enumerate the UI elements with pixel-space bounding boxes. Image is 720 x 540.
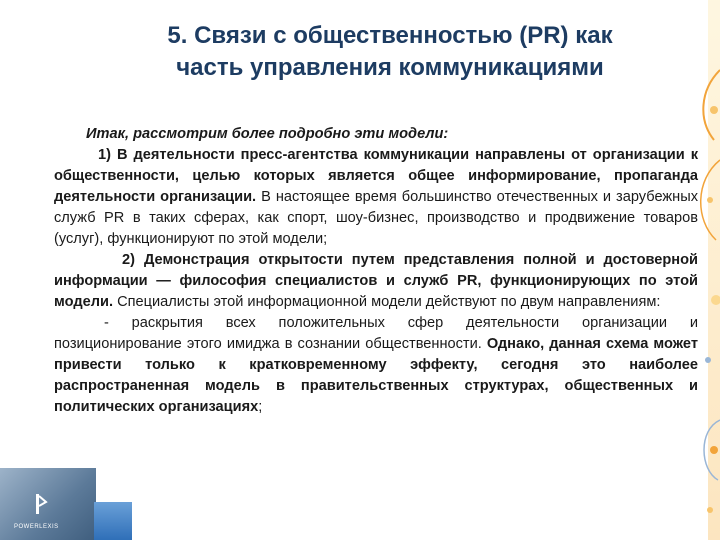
paragraph-2-rest: Специалисты этой информационной модели действуют по двум направлениям: <box>113 294 661 310</box>
paragraph-1 <box>54 145 698 250</box>
paragraph-1-bold: 1) В деятельности пресс-агентства коммуникации направлены от организации к общественности, целью которых является общее информирование, пропаганда деятельности организации. <box>54 147 698 205</box>
logo-icon <box>30 492 48 518</box>
paragraph-3-normal: - раскрытия всех положительных сфер деятельности организации и позиционирование этого имиджа в сознании общественности. <box>54 315 698 352</box>
slide-title <box>90 20 690 84</box>
paragraph-2-bold: 2) Демонстрация открытости путем представления полной и достоверной информации — философия специалистов и служб PR, функционирующих по этой модели. <box>54 252 698 310</box>
paragraph-3 <box>54 313 698 418</box>
intro-text: Итак, рассмотрим более подробно эти модели: <box>86 126 449 142</box>
title-line-2: часть управления коммуникациями <box>176 54 604 81</box>
logo-text: POWERLEXIS <box>14 524 59 530</box>
blue-square-decoration <box>94 502 132 540</box>
paragraph-3-bold: Однако, данная схема может привести только к кратковременному эффекту, сегодня это наиболее распространенная модель в правительственных структурах, общественных и политических организациях <box>54 336 698 415</box>
paragraph-3-end: ; <box>258 399 263 415</box>
paragraph-1-rest: В настоящее время большинство отечественных и зарубежных служб PR в таких сферах, как спорт, шоу-бизнес, производство и продвижение товаров (услуг), функционируют по этой модели; <box>54 189 699 247</box>
paragraph-2 <box>54 250 698 313</box>
title-line-1: 5. Связи с общественностью (PR) как <box>167 22 613 49</box>
slide-body <box>54 124 698 418</box>
